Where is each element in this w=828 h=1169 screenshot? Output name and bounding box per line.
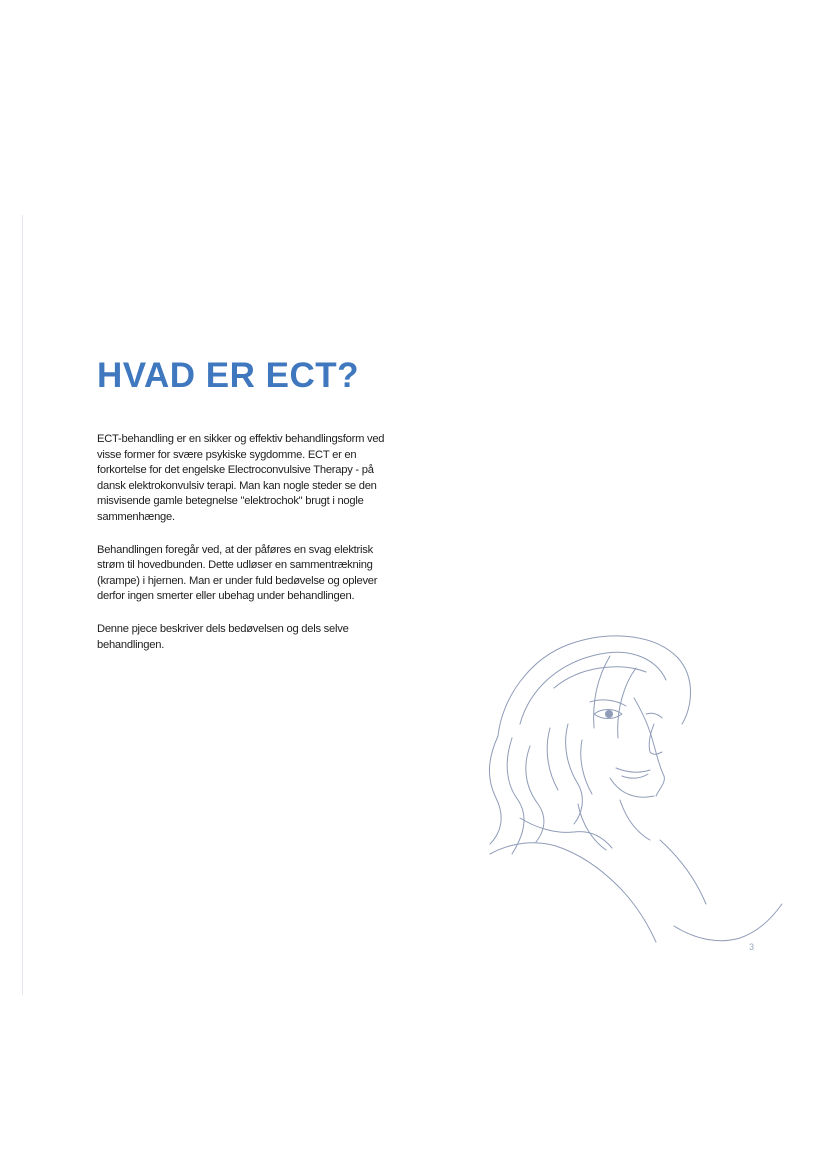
iris (605, 710, 613, 718)
woman-portrait-illustration (460, 628, 790, 953)
page-title: HVAD ER ECT? (97, 356, 360, 395)
shoulder (490, 843, 656, 942)
page-number: 3 (749, 942, 755, 952)
neck (578, 804, 606, 850)
hair-strand (566, 724, 583, 824)
lip (622, 774, 648, 778)
coat-line (674, 904, 782, 941)
mouth (616, 768, 650, 772)
hair-strand (507, 738, 524, 854)
hair-outline (498, 636, 691, 736)
eye-right (646, 713, 662, 718)
body-text (97, 432, 397, 670)
chin (610, 778, 654, 797)
neck (620, 800, 650, 840)
paragraph-brochure: Denne pjece beskriver dels bedøvelsen og dels selve behandlingen. (97, 622, 349, 651)
hair-strand (547, 728, 558, 790)
hair-strand (581, 740, 592, 794)
hair-strand (489, 736, 501, 844)
shoulder (660, 840, 706, 904)
hair-strand (520, 652, 666, 724)
paragraph-procedure: Behandlingen foregår ved, at der påføres en svag elektrisk strøm til hovedbunden. Dette udløser en sammentrækning (krampe) i hjernen. Man er under fuld bedøvelse og oplever derfor ingen smerter eller ubehag under behandlingen. (97, 543, 378, 603)
paragraph-intro: ECT-behandling er en sikker og effektiv behandlingsform ved visse former for svære psykiske sygdomme. ECT er en forkortelse for det engelske Electroconvulsive Therapy - på dansk elektrokonvulsiv terapi. Man kan nogle steder se den misvisende gamle betegnelse "elektrochok" brugt i nogle sammenhænge. (97, 433, 385, 523)
margin-rule (22, 215, 23, 995)
